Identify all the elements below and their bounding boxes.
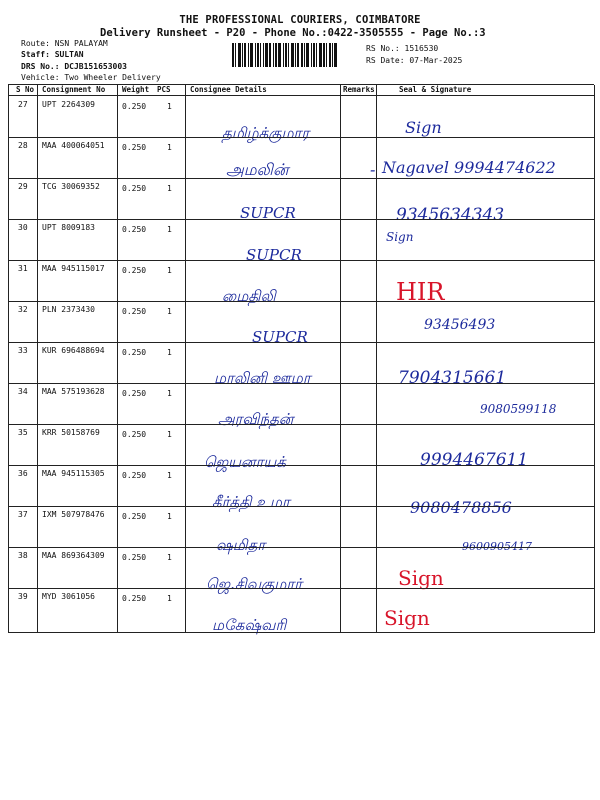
row-pcs: 1 xyxy=(167,512,172,521)
row-pcs: 1 xyxy=(167,430,172,439)
row-consignee-handwritten: மகேஷ்வரி xyxy=(212,616,287,634)
row-consignment: MAA 945115305 xyxy=(42,469,105,478)
staff-info: Staff: SULTAN xyxy=(21,50,84,59)
row-consignment: KRR 50158769 xyxy=(42,428,100,437)
row-pcs: 1 xyxy=(167,225,172,234)
row-consignment: UPT 8009183 xyxy=(42,223,95,232)
row-weight: 0.250 xyxy=(122,594,147,603)
row-divider xyxy=(8,342,594,343)
row-signature: 9600905417 xyxy=(462,540,532,553)
row-weight: 0.250 xyxy=(122,143,147,152)
row-consignee-handwritten: தமிழ்க்குமார xyxy=(222,124,310,142)
row-divider xyxy=(8,383,594,384)
row-signature: Sign xyxy=(405,118,442,137)
row-sno: 29 xyxy=(18,182,28,191)
row-sno: 39 xyxy=(18,592,28,601)
col-pcs: PCS xyxy=(157,85,171,94)
row-sno: 28 xyxy=(18,141,28,150)
row-sno: 31 xyxy=(18,264,28,273)
rule xyxy=(185,85,186,633)
row-weight: 0.250 xyxy=(122,430,147,439)
col-seal: Seal & Signature xyxy=(399,85,472,94)
row-pcs: 1 xyxy=(167,266,172,275)
row-weight: 0.250 xyxy=(122,307,147,316)
row-sno: 36 xyxy=(18,469,28,478)
rs-date: RS Date: 07-Mar-2025 xyxy=(366,56,463,65)
row-consignee-handwritten: ஜெ.சிவகுமார் xyxy=(206,575,303,593)
row-sno: 38 xyxy=(18,551,28,560)
row-weight: 0.250 xyxy=(122,225,147,234)
row-divider xyxy=(8,137,594,138)
row-consignment: TCG 30069352 xyxy=(42,182,100,191)
row-weight: 0.250 xyxy=(122,184,147,193)
row-weight: 0.250 xyxy=(122,266,147,275)
row-signature: 93456493 xyxy=(424,317,496,333)
row-pcs: 1 xyxy=(167,389,172,398)
row-signature: 9345634343 xyxy=(396,205,505,225)
header-divider xyxy=(8,95,594,96)
row-consignee-handwritten: ஜெயனாயக் xyxy=(204,453,286,471)
row-weight: 0.250 xyxy=(122,389,147,398)
rule xyxy=(594,85,595,633)
vehicle-info: Vehicle: Two Wheeler Delivery xyxy=(21,73,161,82)
row-divider xyxy=(8,260,594,261)
row-signature: 9994467611 xyxy=(420,450,529,470)
row-sno: 35 xyxy=(18,428,28,437)
row-pcs: 1 xyxy=(167,471,172,480)
row-consignment: UPT 2264309 xyxy=(42,100,95,109)
row-signature: Sign xyxy=(384,606,430,630)
row-sno: 27 xyxy=(18,100,28,109)
row-sno: 32 xyxy=(18,305,28,314)
row-pcs: 1 xyxy=(167,553,172,562)
row-sno: 33 xyxy=(18,346,28,355)
row-divider xyxy=(8,465,594,466)
row-pcs: 1 xyxy=(167,594,172,603)
row-pcs: 1 xyxy=(167,184,172,193)
rule xyxy=(8,85,9,633)
rule xyxy=(37,85,38,633)
col-consignment: Consignment No xyxy=(42,85,106,94)
barcode xyxy=(232,43,359,67)
document-title: THE PROFESSIONAL COURIERS, COIMBATORE xyxy=(179,14,421,26)
row-divider xyxy=(8,506,594,507)
row-consignee-handwritten: SUPCR xyxy=(246,246,302,264)
row-consignment: PLN 2373430 xyxy=(42,305,95,314)
col-consignee: Consignee Details xyxy=(190,85,267,94)
row-pcs: 1 xyxy=(167,102,172,111)
runsheet-subtitle: Delivery Runsheet - P20 - Phone No.:0422-3505555 - Page No.:3 xyxy=(100,27,486,39)
row-divider xyxy=(8,301,594,302)
row-sno: 30 xyxy=(18,223,28,232)
row-sno: 34 xyxy=(18,387,28,396)
row-consignment: MAA 945115017 xyxy=(42,264,105,273)
row-consignee-handwritten: ஷமிதா xyxy=(216,536,266,554)
row-signature: Sign xyxy=(386,230,414,244)
col-remarks: Remarks xyxy=(343,85,375,94)
row-consignment: KUR 696488694 xyxy=(42,346,105,355)
row-consignment: MAA 400064051 xyxy=(42,141,105,150)
row-divider xyxy=(8,424,594,425)
row-pcs: 1 xyxy=(167,348,172,357)
row-consignment: MYD 3061056 xyxy=(42,592,95,601)
row-consignee-handwritten: மைதிலி xyxy=(222,287,276,305)
table-bottom-border xyxy=(8,632,594,633)
row-remarks: - xyxy=(370,160,376,179)
row-weight: 0.250 xyxy=(122,102,147,111)
rule xyxy=(340,85,341,633)
row-consignee-handwritten: மாலினி ஊமா xyxy=(214,369,311,387)
row-weight: 0.250 xyxy=(122,512,147,521)
drs-info: DRS No.: DCJB151653003 xyxy=(21,62,127,71)
row-consignment: MAA 869364309 xyxy=(42,551,105,560)
row-signature: 9080599118 xyxy=(480,402,557,416)
row-divider xyxy=(8,178,594,179)
row-signature: Sign xyxy=(398,566,444,590)
row-weight: 0.250 xyxy=(122,348,147,357)
row-signature: 9080478856 xyxy=(410,498,512,517)
row-weight: 0.250 xyxy=(122,553,147,562)
row-divider xyxy=(8,547,594,548)
row-consignment: MAA 575193628 xyxy=(42,387,105,396)
row-weight: 0.250 xyxy=(122,471,147,480)
rs-number: RS No.: 1516530 xyxy=(366,44,439,53)
rule xyxy=(117,85,118,633)
row-signature: 7904315661 xyxy=(398,368,507,388)
rule xyxy=(376,85,377,633)
row-consignee-handwritten: அரவிந்தன் xyxy=(218,410,294,428)
row-pcs: 1 xyxy=(167,143,172,152)
row-divider xyxy=(8,219,594,220)
row-consignment: IXM 507978476 xyxy=(42,510,105,519)
row-signature: Nagavel 9994474622 xyxy=(382,158,556,177)
row-pcs: 1 xyxy=(167,307,172,316)
row-consignee-handwritten: SUPCR xyxy=(240,204,296,222)
route-info: Route: NSN PALAYAM xyxy=(21,39,108,48)
row-signature: HIR xyxy=(396,278,445,306)
row-consignee-handwritten: கீர்த்தி உமா xyxy=(212,493,290,511)
col-weight: Weight xyxy=(122,85,150,94)
row-sno: 37 xyxy=(18,510,28,519)
row-divider xyxy=(8,588,594,589)
row-consignee-handwritten: அமலின் xyxy=(226,160,289,179)
row-consignee-handwritten: SUPCR xyxy=(252,328,308,346)
col-sno: S No xyxy=(16,85,35,94)
